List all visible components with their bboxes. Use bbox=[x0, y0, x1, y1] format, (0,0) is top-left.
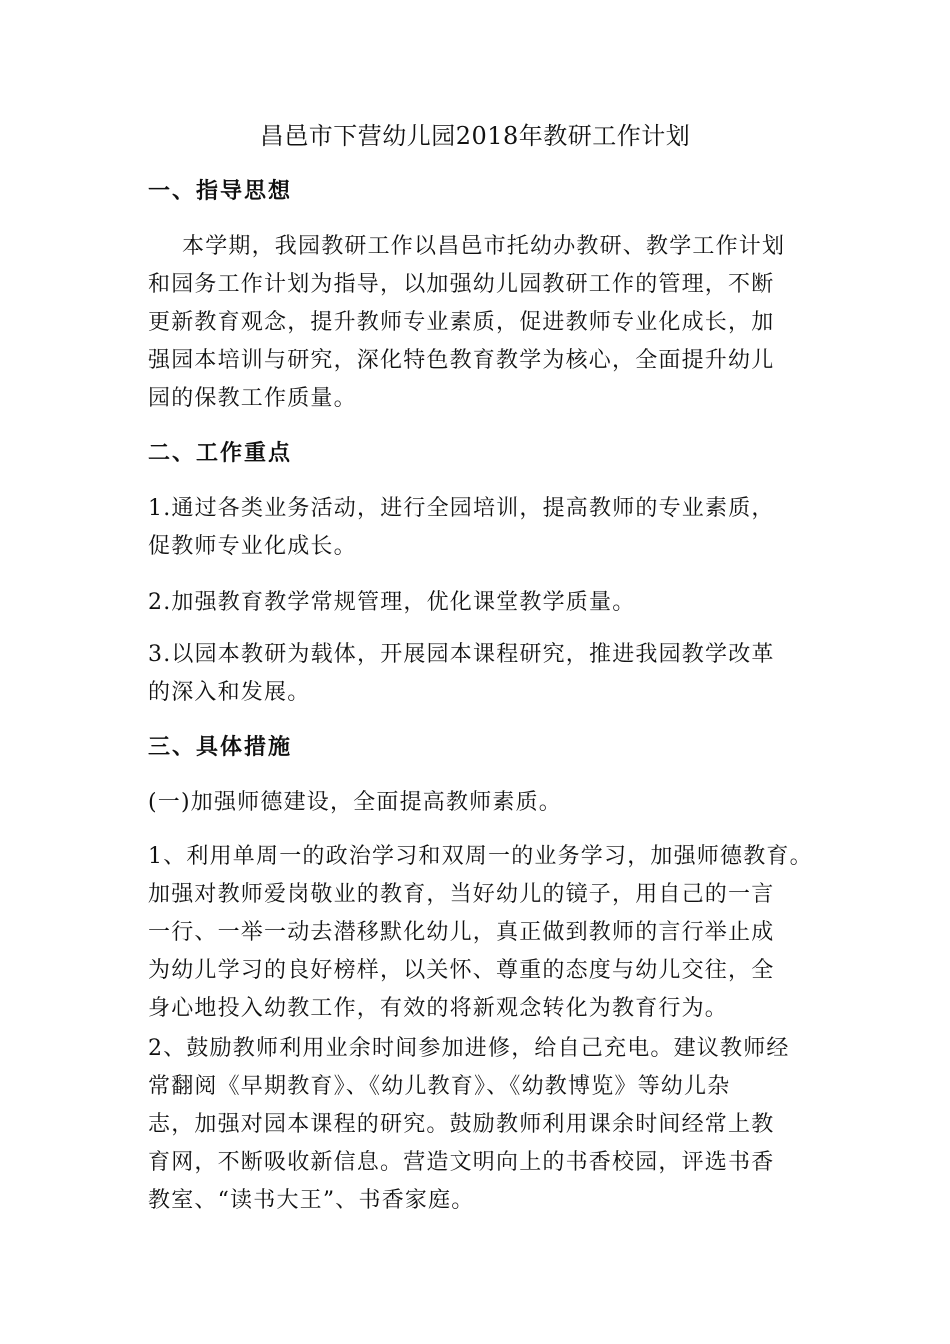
paragraph-line: 促教师专业化成长。 bbox=[148, 534, 357, 559]
paragraph-line: 一行、一举一动去潜移默化幼儿，真正做到教师的言行举止成 bbox=[148, 920, 775, 945]
paragraph-line: 育网，不断吸收新信息。营造文明向上的书香校园，评选书香 bbox=[148, 1150, 775, 1175]
document-title: 昌邑市下营幼儿园2018年教研工作计划 bbox=[259, 122, 691, 150]
section1-paragraph bbox=[148, 228, 808, 418]
paragraph-line: 本学期，我园教研工作以昌邑市托幼办教研、教学工作计划 bbox=[182, 234, 786, 259]
section-heading-guiding-thought: 一、指导思想 bbox=[148, 179, 293, 204]
paragraph-line: 常翻阅《早期教育》、《幼儿教育》、《幼教博览》等幼儿杂 bbox=[148, 1074, 731, 1099]
focus-item-1 bbox=[148, 490, 808, 566]
paragraph-line: 为幼儿学习的良好榜样，以关怀、尊重的态度与幼儿交往，全 bbox=[148, 958, 775, 983]
paragraph-line: 园的保教工作质量。 bbox=[148, 386, 357, 411]
paragraph-line: 2.加强教育教学常规管理，优化课堂教学质量。 bbox=[148, 590, 636, 615]
paragraph-line: 更新教育观念，提升教师专业素质，促进教师专业化成长，加 bbox=[148, 310, 775, 335]
paragraph-line: 加强对教师爱岗敬业的教育，当好幼儿的镜子，用自己的一言 bbox=[148, 882, 775, 907]
focus-item-2 bbox=[148, 584, 808, 622]
section-heading-work-focus: 二、工作重点 bbox=[148, 441, 293, 466]
paragraph-line: (一)加强师德建设，全面提高教师素质。 bbox=[148, 790, 562, 815]
focus-item-3 bbox=[148, 636, 808, 712]
paragraph-line: 身心地投入幼教工作，有效的将新观念转化为教育行为。 bbox=[148, 996, 729, 1021]
paragraph-line: 1、利用单周一的政治学习和双周一的业务学习，加强师德教育。 bbox=[148, 844, 813, 869]
section-heading-specific-measures: 三、具体措施 bbox=[148, 735, 293, 760]
paragraph-line: 志，加强对园本课程的研究。鼓励教师利用课余时间经常上教 bbox=[148, 1112, 775, 1137]
paragraph-line: 的深入和发展。 bbox=[148, 680, 311, 705]
paragraph-line: 1.通过各类业务活动，进行全园培训，提高教师的专业素质， bbox=[148, 496, 775, 521]
paragraph-line: 强园本培训与研究，深化特色教育教学为核心，全面提升幼儿 bbox=[148, 348, 775, 373]
measures-subheading bbox=[148, 784, 808, 822]
paragraph-line: 3.以园本教研为载体，开展园本课程研究，推进我园教学改革 bbox=[148, 642, 775, 667]
paragraph-line: 和园务工作计划为指导，以加强幼儿园教研工作的管理，不断 bbox=[148, 272, 775, 297]
measure-item-1 bbox=[148, 838, 813, 1028]
measure-item-2 bbox=[148, 1030, 808, 1220]
paragraph-line: 2、鼓励教师利用业余时间参加进修，给自己充电。建议教师经 bbox=[148, 1036, 790, 1061]
paragraph-line: 教室、“读书大王”、书香家庭。 bbox=[148, 1188, 475, 1213]
